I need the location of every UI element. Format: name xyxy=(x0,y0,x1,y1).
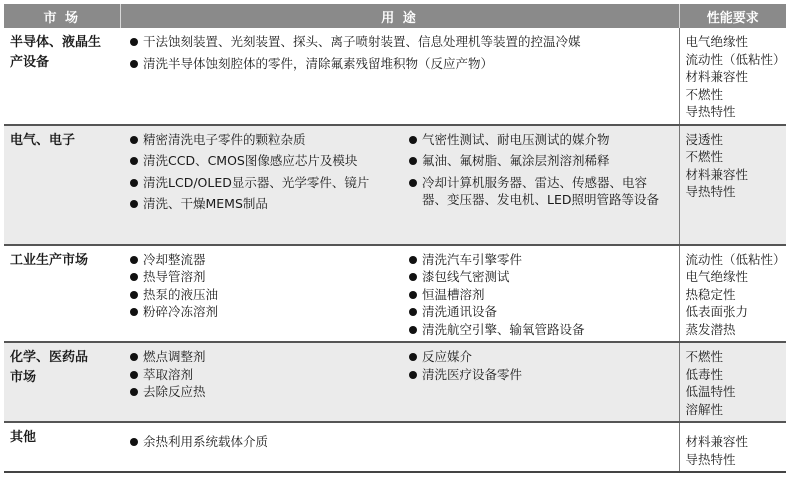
list-item: 清洗LCD/OLED显示器、光学零件、镜片 xyxy=(130,174,393,192)
requirement: 低毒性 xyxy=(685,366,724,382)
list-item: 去除反应热 xyxy=(130,383,393,401)
requirement: 流动性（低粘性） xyxy=(685,51,786,67)
list-item: 清洗医疗设备零件 xyxy=(409,366,673,384)
list-item: 热导管溶剂 xyxy=(130,268,393,286)
requirement: 低温特性 xyxy=(685,384,736,399)
bullet-icon xyxy=(130,273,138,281)
requirements-cell xyxy=(679,125,786,245)
bullet-icon xyxy=(130,388,138,396)
bullet-icon xyxy=(409,136,417,144)
list-item: 精密清洗电子零件的颗粒杂质 xyxy=(130,131,393,149)
list-item: 燃点调整剂 xyxy=(130,348,393,366)
list-item: 漆包线气密测试 xyxy=(409,268,673,286)
table-row xyxy=(4,28,786,125)
bullet-icon xyxy=(409,179,417,187)
requirements-cell xyxy=(679,28,786,125)
list-item: 冷却计算机服务器、雷达、传感器、电容器、变压器、发电机、LED照明管路等设备 xyxy=(409,174,671,209)
requirement: 电气绝缘性 xyxy=(685,269,749,284)
requirement: 导热特性 xyxy=(685,184,736,199)
bullet-icon xyxy=(130,60,138,68)
requirements-cell xyxy=(679,422,786,472)
use-cell-left xyxy=(120,245,399,343)
list-item: 干法蚀刻装置、光刻装置、探头、离子喷射装置、信息处理机等装置的控温冷媒 xyxy=(130,33,615,51)
table-row xyxy=(4,342,786,422)
list-item: 清洗汽车引擎零件 xyxy=(409,251,673,269)
requirement: 低表面张力 xyxy=(685,304,749,319)
applications-table xyxy=(4,4,786,473)
requirement: 电气绝缘性 xyxy=(685,34,749,49)
bullet-icon xyxy=(409,157,417,165)
list-item: 余热利用系统载体介质 xyxy=(130,433,673,451)
list-item: 清洗航空引擎、输氧管路设备 xyxy=(409,321,673,339)
requirement: 材料兼容性 xyxy=(685,166,749,182)
bullet-icon xyxy=(130,157,138,165)
market-cell: 化学、医药品市场 xyxy=(4,342,120,422)
list-item: 氟油、氟树脂、氟涂层剂溶剂稀释 xyxy=(409,152,671,170)
requirement: 导热特性 xyxy=(685,104,736,119)
list-item: 热泵的液压油 xyxy=(130,286,393,304)
list-item: 恒温槽溶剂 xyxy=(409,286,673,304)
use-cell xyxy=(120,422,679,472)
bullet-icon xyxy=(130,438,138,446)
bullet-icon xyxy=(409,308,417,316)
use-cell-right xyxy=(399,342,679,422)
market-cell: 其他 xyxy=(10,430,37,445)
market-cell: 电气、电子 xyxy=(4,125,120,245)
requirement: 不燃性 xyxy=(685,86,724,102)
list-item: 清洗通讯设备 xyxy=(409,303,673,321)
requirement: 热稳定性 xyxy=(685,286,736,302)
bullet-icon xyxy=(130,291,138,299)
list-item: 清洗CCD、CMOS图像感应芯片及模块 xyxy=(130,152,393,170)
header-market: 市 场 xyxy=(4,4,120,28)
requirement: 蒸发潜热 xyxy=(685,321,736,337)
header-requirements: 性能要求 xyxy=(679,4,786,28)
requirement: 流动性（低粘性） xyxy=(685,251,786,267)
market-cell: 半导体、液晶生产设备 xyxy=(10,35,102,70)
bullet-icon xyxy=(409,291,417,299)
requirements-cell xyxy=(679,342,786,422)
bullet-icon xyxy=(409,353,417,361)
requirement: 材料兼容性 xyxy=(685,69,749,84)
requirement: 溶解性 xyxy=(685,401,724,417)
table-header-row xyxy=(4,4,786,28)
list-item: 萃取溶剂 xyxy=(130,366,393,384)
list-item: 清洗、干燥MEMS制品 xyxy=(130,195,393,213)
bullet-icon xyxy=(130,38,138,46)
bullet-icon xyxy=(130,136,138,144)
bullet-icon xyxy=(409,256,417,264)
bullet-icon xyxy=(130,353,138,361)
use-cell xyxy=(120,28,679,125)
use-cell-left xyxy=(120,342,399,422)
bullet-icon xyxy=(409,371,417,379)
list-item: 粉碎冷冻溶剂 xyxy=(130,303,393,321)
requirement: 浸透性 xyxy=(685,131,724,147)
requirement: 不燃性 xyxy=(685,349,724,364)
requirements-cell xyxy=(679,245,786,343)
requirement: 不燃性 xyxy=(685,149,724,164)
bullet-icon xyxy=(130,308,138,316)
table-row xyxy=(4,422,786,472)
market-cell: 工业生产市场 xyxy=(10,252,89,268)
use-cell-right xyxy=(399,125,679,245)
bullet-icon xyxy=(130,371,138,379)
requirement: 导热特性 xyxy=(685,451,736,467)
bullet-icon xyxy=(130,200,138,208)
list-item: 清洗半导体蚀刻腔体的零件，清除氟素残留堆积物（反应产物） xyxy=(130,55,615,73)
use-cell-right xyxy=(399,245,679,343)
bullet-icon xyxy=(130,256,138,264)
list-item: 反应媒介 xyxy=(409,348,673,366)
bullet-icon xyxy=(409,326,417,334)
requirement: 材料兼容性 xyxy=(685,434,749,449)
bullet-icon xyxy=(409,273,417,281)
bullet-icon xyxy=(130,179,138,187)
header-use: 用 途 xyxy=(120,4,679,28)
table-row xyxy=(4,245,786,343)
use-cell-left xyxy=(120,125,399,245)
table-row xyxy=(4,125,786,245)
list-item: 冷却整流器 xyxy=(130,251,393,269)
list-item: 气密性测试、耐电压测试的媒介物 xyxy=(409,131,671,149)
